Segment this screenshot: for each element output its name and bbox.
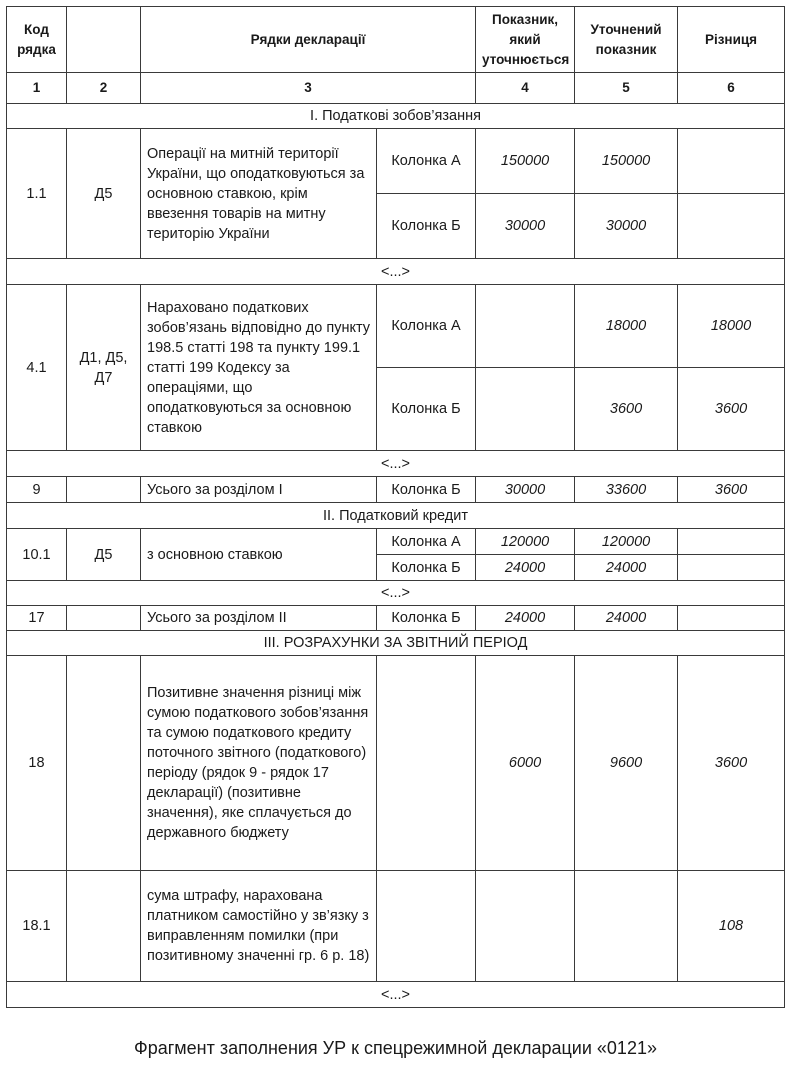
value-cell (476, 368, 575, 451)
ellipsis-row (7, 451, 785, 477)
header-col2 (67, 7, 141, 73)
value-cell: 24000 (575, 606, 678, 631)
value-cell: 3600 (678, 656, 785, 871)
value-cell (678, 529, 785, 555)
ellipsis-row (7, 581, 785, 606)
ellipsis-row (7, 982, 785, 1008)
column-label (377, 871, 476, 982)
value-cell: 6000 (476, 656, 575, 871)
value-cell: 30000 (476, 194, 575, 259)
section-title: ІІІ. РОЗРАХУНКИ ЗА ЗВІТНИЙ ПЕРІОД (7, 631, 785, 656)
header-refined: Уточнений показник (575, 7, 678, 73)
row-code: 10.1 (7, 529, 67, 581)
value-cell: 150000 (476, 129, 575, 194)
value-cell: 18000 (575, 285, 678, 368)
row-description: Позитивне значення різниці між сумою податкового зобов’язання та сумою податкового кредиту поточного звітного (податкового) періоду (рядок 9 - рядок 17 декларації) (позитивне значення), яке сплачується до державного бюджету (141, 656, 377, 871)
figure-caption: Фрагмент заполнения УР к спецрежимной декларации «0121» (134, 1038, 657, 1058)
value-cell: 30000 (476, 477, 575, 503)
value-cell (476, 871, 575, 982)
column-label: Колонка Б (377, 368, 476, 451)
row-description: Усього за розділом ІІ (141, 606, 377, 631)
col-number: 5 (575, 73, 678, 104)
value-cell (678, 555, 785, 581)
header-diff: Різниця (678, 7, 785, 73)
header-refined-from: Показник, який уточнюється (476, 7, 575, 73)
column-label: Колонка А (377, 129, 476, 194)
col-number: 6 (678, 73, 785, 104)
column-label: Колонка Б (377, 477, 476, 503)
section-row (7, 104, 785, 129)
row-code: 4.1 (7, 285, 67, 451)
value-cell: 108 (678, 871, 785, 982)
value-cell: 3600 (678, 477, 785, 503)
ellipsis: <...> (7, 259, 785, 285)
value-cell: 120000 (476, 529, 575, 555)
column-label: Колонка Б (377, 555, 476, 581)
value-cell: 33600 (575, 477, 678, 503)
row-code: 1.1 (7, 129, 67, 259)
table-row (7, 871, 785, 982)
declaration-table (6, 6, 785, 1008)
column-label (377, 656, 476, 871)
table-row (7, 129, 785, 194)
ellipsis: <...> (7, 581, 785, 606)
ellipsis: <...> (7, 982, 785, 1008)
header-rows: Рядки декларації (141, 7, 476, 73)
column-label: Колонка А (377, 285, 476, 368)
table-row (7, 285, 785, 368)
value-cell: 120000 (575, 529, 678, 555)
value-cell: 24000 (476, 606, 575, 631)
row-ref: Д1, Д5, Д7 (67, 285, 141, 451)
table-row (7, 477, 785, 503)
row-ref (67, 871, 141, 982)
col-number: 1 (7, 73, 67, 104)
row-ref (67, 477, 141, 503)
section-row (7, 631, 785, 656)
value-cell: 3600 (678, 368, 785, 451)
value-cell (678, 129, 785, 194)
row-ref (67, 606, 141, 631)
value-cell (678, 606, 785, 631)
value-cell (678, 194, 785, 259)
column-label: Колонка Б (377, 194, 476, 259)
value-cell: 9600 (575, 656, 678, 871)
table-row (7, 606, 785, 631)
ellipsis-row (7, 259, 785, 285)
section-title: ІІ. Податковий кредит (7, 503, 785, 529)
row-description: сума штрафу, нарахована платником самостійно у зв’язку з виправленням помилки (при позитивному значенні гр. 6 р. 18) (141, 871, 377, 982)
row-description: Нараховано податкових зобов’язань відповідно до пункту 198.5 статті 198 та пункту 199.1 статті 199 Кодексу за операціями, що оподатковуються за основною ставкою (141, 285, 377, 451)
column-label: Колонка Б (377, 606, 476, 631)
value-cell (575, 871, 678, 982)
row-code: 18 (7, 656, 67, 871)
row-ref (67, 656, 141, 871)
value-cell: 150000 (575, 129, 678, 194)
row-description: Операції на митній території України, що оподатковуються за основною ставкою, крім ввезення товарів на митну територію України (141, 129, 377, 259)
row-code: 17 (7, 606, 67, 631)
row-description: з основною ставкою (141, 529, 377, 581)
row-code: 9 (7, 477, 67, 503)
table-row (7, 529, 785, 555)
row-ref: Д5 (67, 529, 141, 581)
value-cell: 30000 (575, 194, 678, 259)
ellipsis: <...> (7, 451, 785, 477)
table-row (7, 656, 785, 871)
col-number: 3 (141, 73, 476, 104)
value-cell: 3600 (575, 368, 678, 451)
column-numbers-row (7, 73, 785, 104)
col-number: 2 (67, 73, 141, 104)
section-row (7, 503, 785, 529)
value-cell: 24000 (575, 555, 678, 581)
header-row (7, 7, 785, 73)
column-label: Колонка А (377, 529, 476, 555)
col-number: 4 (476, 73, 575, 104)
value-cell: 18000 (678, 285, 785, 368)
header-code: Код рядка (7, 7, 67, 73)
section-title: І. Податкові зобов’язання (7, 104, 785, 129)
value-cell (476, 285, 575, 368)
row-ref: Д5 (67, 129, 141, 259)
row-code: 18.1 (7, 871, 67, 982)
value-cell: 24000 (476, 555, 575, 581)
declaration-fragment (6, 6, 784, 1008)
row-description: Усього за розділом І (141, 477, 377, 503)
